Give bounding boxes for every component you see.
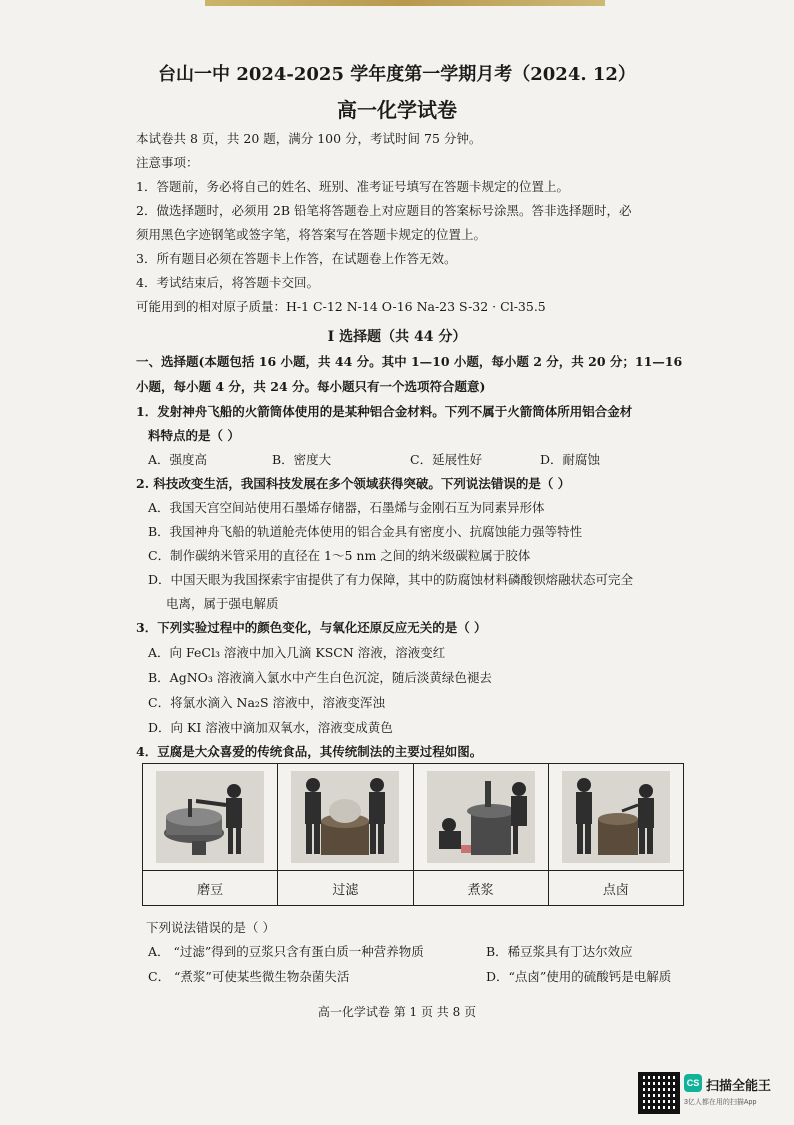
question-3-option-b: B．AgNO₃ 溶液滴入氯水中产生白色沉淀，随后淡黄绿色褪去 [148, 670, 492, 685]
question-4-substem: 下列说法错误的是（ ） [146, 920, 275, 935]
question-2-stem: 2. 科技改变生活，我国科技发展在多个领域获得突破。下列说法错误的是（ ） [136, 476, 571, 491]
process-step-label: 磨豆 [143, 871, 278, 906]
section-description: 一、选择题(本题包括 16 小题，共 44 分。其中 1—10 小题，每小题 2 分，共 20 分；11—16 [136, 354, 683, 369]
question-1-option-d: D．耐腐蚀 [540, 452, 601, 467]
question-4-option-b: B．稀豆浆具有丁达尔效应 [486, 944, 633, 959]
camscanner-logo-icon: CS [684, 1074, 702, 1092]
process-step-label: 点卤 [548, 871, 683, 906]
filtering-scene-illustration [291, 771, 399, 863]
exam-info: 本试卷共 8 页，共 20 题，满分 100 分，考试时间 75 分钟。 [136, 131, 482, 146]
question-3-option-c: C．将氯水滴入 Na₂S 溶液中，溶液变浑浊 [148, 695, 385, 710]
exam-subtitle: 高一化学试卷 [337, 98, 457, 122]
process-image-filtering [278, 764, 413, 871]
process-image-grinding [143, 764, 278, 871]
question-1-option-c: C．延展性好 [410, 452, 483, 467]
question-2-option-a: A．我国天宫空间站使用石墨烯存储器，石墨烯与金刚石互为同素异形体 [148, 500, 545, 515]
question-4-stem: 4．豆腐是大众喜爱的传统食品，其传统制法的主要过程如图。 [136, 744, 483, 759]
section-heading: Ⅰ 选择题（共 44 分） [327, 329, 467, 345]
question-3-option-a: A．向 FeCl₃ 溶液中加入几滴 KSCN 溶液，溶液变红 [148, 645, 446, 660]
section-description: 小题，每小题 4 分，共 24 分。每小题只有一个选项符合题意) [136, 379, 486, 394]
process-image-coagulating [548, 764, 683, 871]
grinding-scene-illustration [156, 771, 264, 863]
boiling-scene-illustration [427, 771, 535, 863]
tofu-process-table [142, 763, 684, 906]
coagulating-scene-illustration [562, 771, 670, 863]
qr-code-icon [638, 1072, 680, 1114]
scanner-app-tagline: 3亿人都在用的扫描App [684, 1099, 757, 1106]
notice-item: 3．所有题目必须在答题卡上作答，在试题卷上作答无效。 [136, 251, 457, 266]
notice-item: 1．答题前，务必将自己的姓名、班别、准考证号填写在答题卡规定的位置上。 [136, 179, 569, 194]
notice-title: 注意事项： [136, 155, 199, 170]
question-4-option-a: A． “过滤”得到的豆浆只含有蛋白质一种营养物质 [148, 944, 424, 959]
question-4-option-d: D．“点卤”使用的硫酸钙是电解质 [486, 969, 672, 984]
notice-item: 2．做选择题时，必须用 2B 铅笔将答题卷上对应题目的答案标号涂黑。答非选择题时，必 [136, 203, 632, 218]
process-step-label: 过滤 [278, 871, 413, 906]
notice-item-continued: 须用黑色字迹钢笔或签字笔，将答案写在答题卡规定的位置上。 [136, 227, 487, 242]
question-1-stem: 1．发射神舟飞船的火箭筒体使用的是某种铝合金材料。下列不属于火箭筒体所用铝合金材 [136, 404, 633, 419]
page-footer: 高一化学试卷 第 1 页 共 8 页 [317, 1005, 477, 1019]
process-step-label: 煮浆 [413, 871, 548, 906]
question-3-stem: 3．下列实验过程中的颜色变化，与氧化还原反应无关的是（ ） [136, 620, 487, 635]
question-1-stem: 料特点的是（ ） [148, 428, 240, 443]
question-3-option-d: D．向 KI 溶液中滴加双氧水，溶液变成黄色 [148, 720, 393, 735]
process-image-boiling [413, 764, 548, 871]
question-2-option-d: D．中国天眼为我国探索宇宙提供了有力保障，其中的防腐蚀材料磷酸钡熔融状态可完全 [148, 572, 634, 587]
question-2-option-d-continued: 电离，属于强电解质 [166, 596, 279, 611]
notice-item: 4．考试结束后，将答题卡交回。 [136, 275, 319, 290]
question-4-option-c: C． “煮浆”可使某些微生物杂菌失活 [148, 969, 350, 984]
exam-title: 台山一中 2024-2025 学年度第一学期月考（2024. 12） [158, 64, 636, 85]
question-2-option-c: C．制作碳纳米管采用的直径在 1～5 nm 之间的纳米级碳粒属于胶体 [148, 548, 531, 563]
question-2-option-b: B．我国神舟飞船的轨道舱壳体使用的铝合金具有密度小、抗腐蚀能力强等特性 [148, 524, 583, 539]
atomic-masses: 可能用到的相对原子质量：H-1 C-12 N-14 O-16 Na-23 S-32 · Cl-35.5 [136, 299, 546, 314]
question-1-option-a: A．强度高 [148, 452, 208, 467]
scanner-app-name: 扫描全能王 [706, 1078, 772, 1093]
question-1-option-b: B．密度大 [272, 452, 332, 467]
